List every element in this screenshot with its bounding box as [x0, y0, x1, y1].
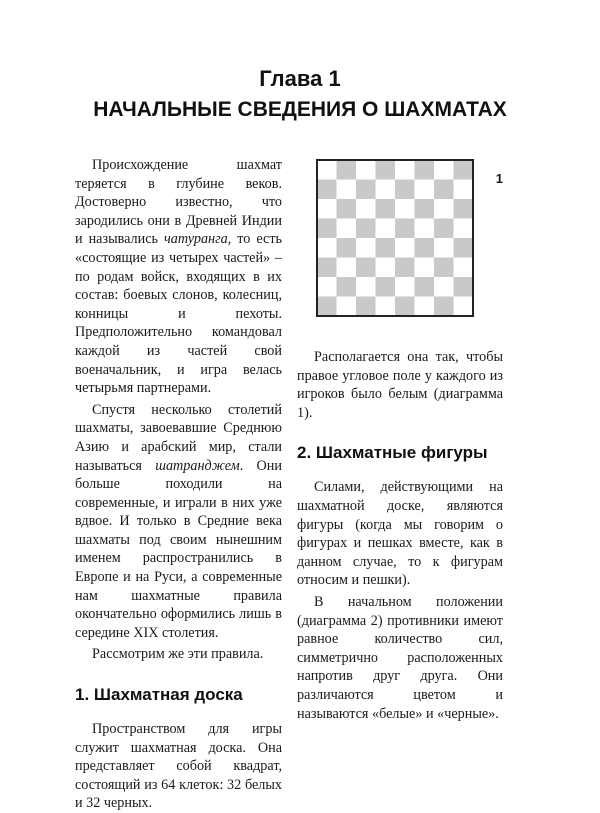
board-square: [434, 238, 454, 258]
board-square: [356, 199, 376, 219]
board-square: [337, 297, 357, 317]
paragraph-board-orientation: Располагается она так, чтобы правое угловое поле у каждого из игроков было белым (диаграмма 1).: [297, 349, 503, 421]
board-square: [356, 277, 376, 297]
board-square: [376, 180, 396, 200]
paragraph-rules-intro: Рассмотрим же эти правила.: [92, 646, 264, 663]
paragraph-board: Пространством для игры служит шахматная доска. Она представляет собой квадрат, состоящий из 64 клеток: 32 белых и 32 черных.: [75, 721, 282, 812]
board-square: [317, 297, 337, 317]
paragraph-history: Спустя несколько столетий шахматы, завоевавшие Среднюю Азию и арабский мир, стали называться шатранджем. Они больше походили на современные, и играли в них уже вдвое. И только в Средние века шахматы под своим нынешним именем распространились в Европе и на Руси, а современные нам шахматные правила окончательно оформились лишь в середине XIX столетия.: [75, 401, 282, 641]
board-square: [434, 219, 454, 239]
paragraph-initial-position: В начальном положении (диаграмма 2) противники имеют равное количество сил, симметрично расположенных напротив друг друга. Они различаются цветом и называются «белые» и «черные».: [297, 593, 503, 722]
board-square: [454, 258, 474, 278]
paragraph-origin: Происхождение шахмат теряется в глубине веков. Достоверно известно, что зародились они в Древней Индии и назывались чатуранга, то есть «состоящие из четырех частей» – по родам войск, входящих в их состав: боевых слонов, колесниц, конницы и пехоты. Предположительно командовал каждой из частей свой военачальник, и игра велась четырьмя партнерами.: [75, 157, 282, 397]
board-square: [415, 258, 435, 278]
diagram-1: [297, 158, 503, 334]
board-square: [317, 219, 337, 239]
board-square: [356, 219, 376, 239]
board-square: [337, 277, 357, 297]
board-square: [395, 297, 415, 317]
board-square: [337, 258, 357, 278]
chapter-title: НАЧАЛЬНЫЕ СВЕДЕНИЯ О ШАХМАТАХ: [93, 98, 507, 121]
board-square: [395, 277, 415, 297]
board-square: [356, 180, 376, 200]
board-square: [376, 219, 396, 239]
board-square: [415, 238, 435, 258]
board-square: [395, 160, 415, 180]
board-square: [454, 297, 474, 317]
board-square: [376, 238, 396, 258]
board-square: [356, 238, 376, 258]
chessboard-diagram: [315, 158, 475, 318]
board-square: [415, 219, 435, 239]
board-square: [434, 258, 454, 278]
board-square: [317, 180, 337, 200]
board-square: [415, 277, 435, 297]
board-square: [337, 160, 357, 180]
board-square: [337, 219, 357, 239]
board-square: [454, 277, 474, 297]
board-square: [376, 258, 396, 278]
board-square: [395, 180, 415, 200]
board-square: [317, 160, 337, 180]
board-square: [337, 199, 357, 219]
board-square: [415, 160, 435, 180]
board-square: [317, 199, 337, 219]
board-square: [434, 277, 454, 297]
board-square: [356, 297, 376, 317]
board-square: [376, 297, 396, 317]
paragraph-pieces: Силами, действующими на шахматной доске, являются фигуры (когда мы говорим о фигурах и пешках вместе, как в данном случае, то к фигурам относим и пешки).: [297, 479, 503, 589]
left-column: [75, 156, 282, 813]
right-column: [297, 158, 503, 723]
board-square: [454, 199, 474, 219]
board-square: [395, 238, 415, 258]
board-square: [454, 219, 474, 239]
board-square: [376, 199, 396, 219]
section-heading-board: 1. Шахматная доска: [75, 685, 243, 705]
board-square: [395, 199, 415, 219]
board-square: [376, 277, 396, 297]
section-heading-pieces: 2. Шахматные фигуры: [297, 443, 488, 463]
board-square: [434, 297, 454, 317]
diagram-number: 1: [495, 171, 503, 186]
board-square: [434, 180, 454, 200]
board-square: [434, 160, 454, 180]
board-square: [415, 199, 435, 219]
board-square: [454, 180, 474, 200]
board-square: [415, 180, 435, 200]
board-square: [415, 297, 435, 317]
board-square: [317, 238, 337, 258]
board-square: [454, 160, 474, 180]
board-square: [356, 258, 376, 278]
board-square: [376, 160, 396, 180]
board-square: [395, 219, 415, 239]
chapter-number: Глава 1: [259, 66, 341, 91]
board-square: [434, 199, 454, 219]
chapter-header: [0, 66, 600, 124]
board-square: [454, 238, 474, 258]
board-square: [337, 238, 357, 258]
board-square: [317, 258, 337, 278]
board-square: [317, 277, 337, 297]
board-square: [337, 180, 357, 200]
board-square: [356, 160, 376, 180]
board-square: [395, 258, 415, 278]
